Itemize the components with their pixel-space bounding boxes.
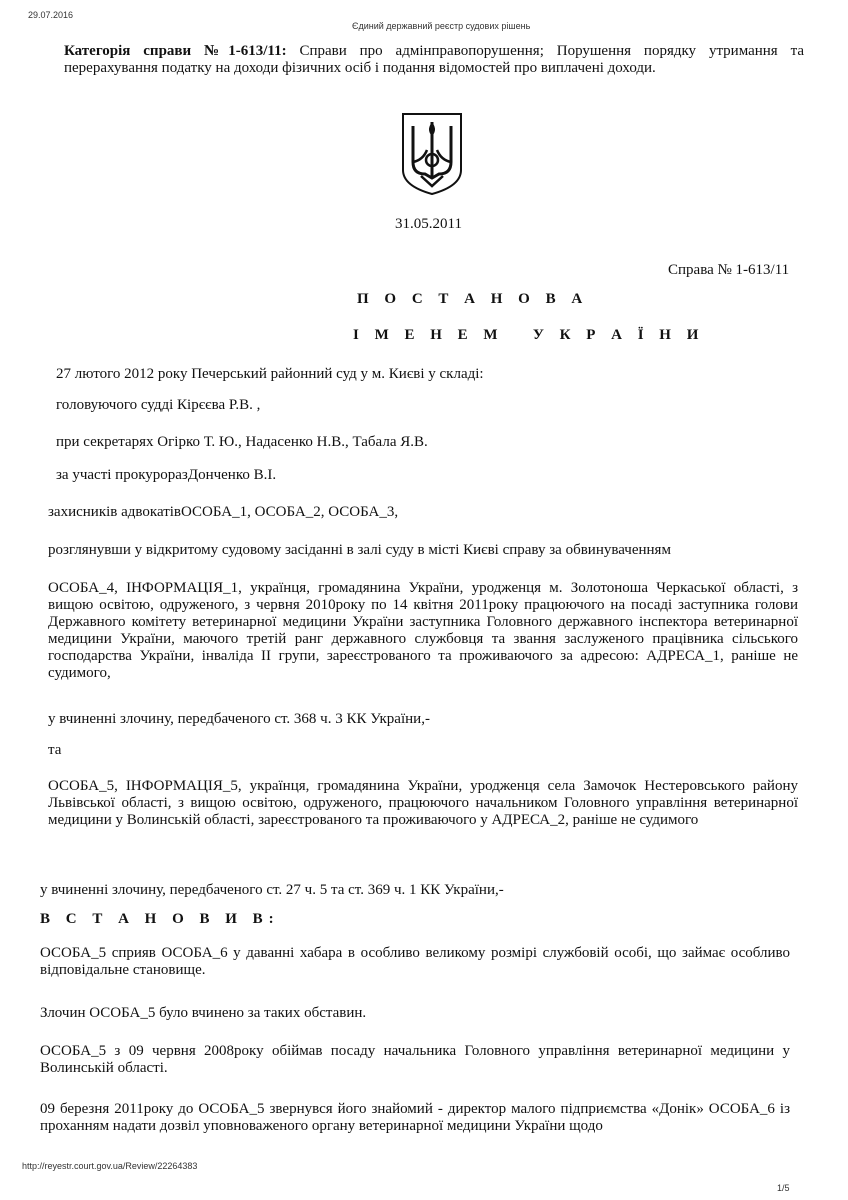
established-heading: В С Т А Н О В И В: — [40, 911, 280, 927]
established-para-2: Злочин ОСОБА_5 було вчинено за таких обставин. — [40, 1005, 367, 1021]
prosecutor: за участі прокуроразДонченко В.І. — [56, 467, 277, 483]
presiding-judge: головуючого судді Кірєєва Р.В. , — [56, 397, 261, 413]
document-url[interactable]: http://reyestr.court.gov.ua/Review/22264383 — [22, 1161, 198, 1171]
print-date: 29.07.2016 — [28, 10, 74, 20]
defendant-2-charge: у вчиненні злочину, передбаченого ст. 27 ч. 5 та ст. 369 ч. 1 КК України,- — [40, 882, 504, 898]
page-number: 1/5 — [777, 1183, 790, 1193]
court-composition: 27 лютого 2012 року Печерський районний суд у м. Києві у складі: — [56, 366, 484, 382]
defendant-1-details: ОСОБА_4, ІНФОРМАЦІЯ_1, українця, громадянина України, уродженця м. Золотоноша Черкаської області, з вищою освітою, одруженого, з червня 2010року по 14 квітня 2011року працюючого на посаді заступника голови Державного комітету ветеринарної медицини України заступника Головного державного інспектора ветеринарної медицини України, маючого третій ранг державного службовця та звання заслуженого працівника сільського господарства України, інваліда II групи, зареєстрованого та проживаючого за адресою: АДРЕСА_1, раніше не судимого, — [48, 580, 798, 681]
established-para-3: ОСОБА_5 з 09 червня 2008року обіймав посаду начальника Головного управління ветеринарної медицини у Волинській області. — [40, 1043, 790, 1076]
case-number: Справа № 1-613/11 — [668, 262, 790, 278]
defendant-1-charge: у вчиненні злочину, передбаченого ст. 368 ч. 3 КК України,- — [48, 711, 430, 727]
case-category — [64, 43, 804, 77]
defenders: захисників адвокатівОСОБА_1, ОСОБА_2, ОСОБА_3, — [48, 504, 399, 520]
registry-title: Єдиний державний реєстр судових рішень — [352, 21, 531, 31]
category-text: Справи про адмінправопорушення; Порушення порядку утримання та перерахування податку на доходи фізичних осіб і подання відомостей про виплачені доходи. — [64, 43, 804, 76]
established-para-1: ОСОБА_5 сприяв ОСОБА_6 у даванні хабара в особливо великому розмірі службовій особі, що займає особливо відповідальне становище. — [40, 945, 790, 978]
document-subtitle: І М Е Н Е М У К Р А Ї Н И — [353, 327, 705, 343]
case-considered: розглянувши у відкритому судовому засіданні в залі суду в місті Києві справу за обвинуваченням — [48, 542, 671, 558]
coat-of-arms-icon — [399, 112, 465, 196]
defendant-2-details: ОСОБА_5, ІНФОРМАЦІЯ_5, українця, громадянина України, уродженця села Замочок Нестеровського району Львівської області, з вищою освітою, одруженого, працюючого начальником Головного управління ветеринарної медицини у Волинській області, зареєстрованого та проживаючого у АДРЕСА_2, раніше не судимого — [48, 778, 798, 828]
category-label: Категорія справи №1-613/11: — [64, 43, 287, 59]
established-para-4: 09 березня 2011року до ОСОБА_5 звернувся його знайомий - директор малого підприємства «Донік» ОСОБА_6 із проханням надати дозвіл уповноваженого органу ветеринарної медицини України щодо — [40, 1101, 790, 1134]
document-title: П О С Т А Н О В А — [357, 291, 589, 307]
document-date: 31.05.2011 — [395, 216, 462, 232]
secretaries: при секретарях Огірко Т. Ю., Надасенко Н.В., Табала Я.В. — [56, 434, 428, 450]
conjunction-and: та — [48, 742, 62, 758]
